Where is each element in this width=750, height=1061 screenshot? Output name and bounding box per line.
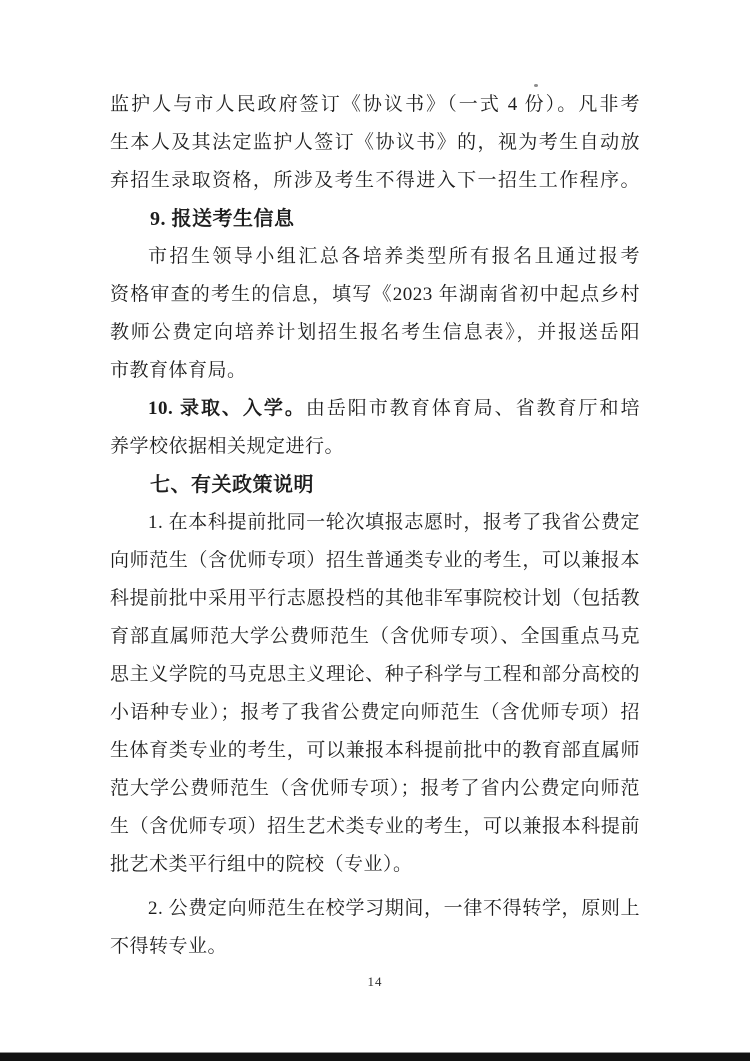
text-line: 资格审查的考生的信息，填写《2023 年湖南省初中起点乡村	[110, 284, 640, 305]
text-line: 市教育体育局。	[110, 360, 247, 381]
text-line: 生本人及其法定监护人签订《协议书》的，视为考生自动放	[110, 132, 640, 153]
text-line: 生体育类专业的考生，可以兼报本科提前批中的教育部直属师	[110, 740, 640, 761]
text-line: 不得转专业。	[110, 936, 228, 957]
text-line: 10. 录取、入学。由岳阳市教育体育局、省教育厅和培	[148, 398, 640, 419]
text-line: 弃招生录取资格，所涉及考生不得进入下一招生工作程序。	[110, 170, 640, 191]
text-line: 育部直属师范大学公费师范生（含优师专项）、全国重点马克	[110, 626, 640, 647]
text-line: 向师范生（含优师专项）招生普通类专业的考生，可以兼报本	[110, 550, 640, 571]
heading-line: 七、有关政策说明	[150, 474, 314, 496]
text-line: 思主义学院的马克思主义理论、种子科学与工程和部分高校的	[110, 664, 640, 685]
text-line: 监护人与市人民政府签订《协议书》（一式 4 份）。凡非考	[110, 94, 640, 115]
text-line: 范大学公费师范生（含优师专项）；报考了省内公费定向师范	[110, 778, 640, 799]
text-line: 1. 在本科提前批同一轮次填报志愿时，报考了我省公费定	[148, 512, 640, 533]
scan-edge-bar	[0, 1052, 750, 1061]
text-line: 科提前批中采用平行志愿投档的其他非军事院校计划（包括教	[110, 588, 640, 609]
text-line: 市招生领导小组汇总各培养类型所有报名且通过报考	[148, 246, 640, 267]
page-number: 14	[367, 974, 383, 989]
text-line: 批艺术类平行组中的院校（专业）。	[110, 854, 413, 875]
text-line: 生（含优师专项）招生艺术类专业的考生，可以兼报本科提前	[110, 816, 640, 837]
text-block	[110, 86, 640, 966]
text-line: 2. 公费定向师范生在校学习期间，一律不得转学，原则上	[148, 898, 640, 919]
heading-line: 9. 报送考生信息	[150, 208, 295, 230]
text-line: 养学校依据相关规定进行。	[110, 436, 345, 457]
text-line: 小语种专业）；报考了我省公费定向师范生（含优师专项）招	[110, 702, 640, 723]
text-line: 教师公费定向培养计划招生报名考生信息表》，并报送岳阳	[110, 322, 640, 343]
